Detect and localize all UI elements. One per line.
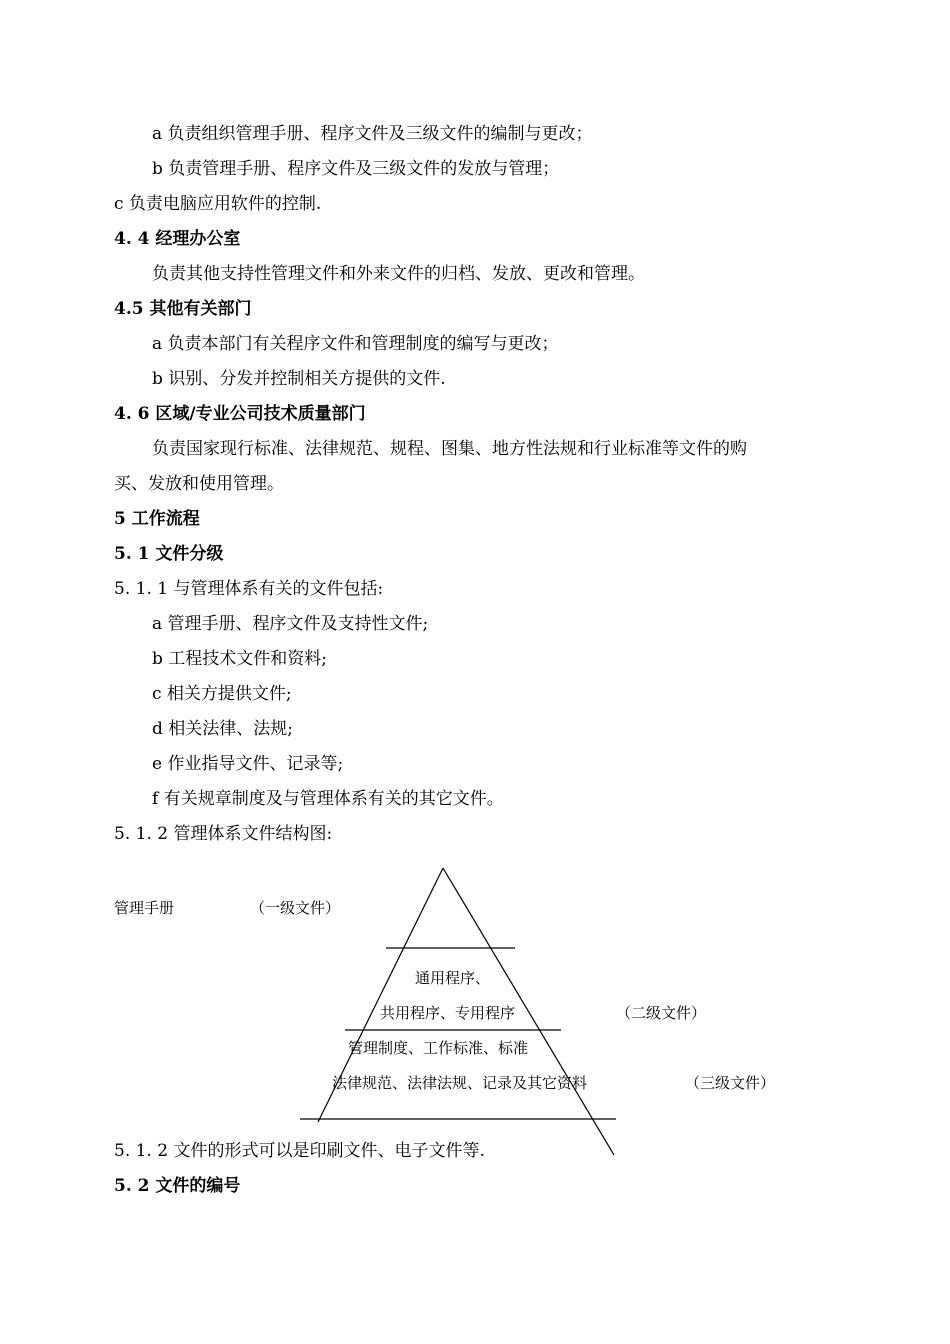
list-item: a 负责组织管理手册、程序文件及三级文件的编制与更改； — [152, 124, 593, 144]
paragraph: 5. 1. 2 文件的形式可以是印刷文件、电子文件等. — [114, 1141, 485, 1161]
level3-label-line2: 法律规范、法律法规、记录及其它资料 — [332, 1074, 588, 1092]
section-heading-4-4: 4. 4 经理办公室 — [114, 229, 241, 249]
level3-tag: （三级文件） — [685, 1074, 776, 1092]
section-heading-5: 5 工作流程 — [114, 509, 200, 529]
level2-label-line2: 共用程序、专用程序 — [380, 1004, 516, 1022]
list-item: b 识别、分发并控制相关方提供的文件. — [152, 369, 446, 389]
level2-tag: （二级文件） — [616, 1004, 707, 1022]
list-item: b 负责管理手册、程序文件及三级文件的发放与管理； — [152, 159, 560, 179]
list-item: d 相关法律、法规; — [152, 719, 294, 739]
level1-label: 管理手册 — [114, 899, 175, 917]
section-heading-5-2: 5. 2 文件的编号 — [114, 1176, 241, 1196]
paragraph: 负责国家现行标准、法律规范、规程、图集、地方性法规和行业标准等文件的购 — [152, 439, 747, 459]
document-structure-diagram — [0, 860, 950, 1170]
section-heading-4-5: 4.5 其他有关部门 — [114, 299, 252, 319]
list-item: c 负责电脑应用软件的控制. — [114, 194, 322, 214]
section-heading-4-6: 4. 6 区域/专业公司技术质量部门 — [114, 404, 366, 424]
level2-label-line1: 通用程序、 — [415, 969, 491, 987]
list-item: a 管理手册、程序文件及支持性文件; — [152, 614, 429, 634]
level3-label-line1: 管理制度、工作标准、标准 — [348, 1039, 529, 1057]
section-heading-5-1: 5. 1 文件分级 — [114, 544, 224, 564]
list-item: a 负责本部门有关程序文件和管理制度的编写与更改； — [152, 334, 559, 354]
list-item: b 工程技术文件和资料; — [152, 649, 328, 669]
paragraph: 负责其他支持性管理文件和外来文件的归档、发放、更改和管理。 — [152, 264, 645, 284]
section-heading-5-1-2: 5. 1. 2 管理体系文件结构图: — [114, 824, 333, 844]
list-item: e 作业指导文件、记录等; — [152, 754, 344, 774]
list-item: f 有关规章制度及与管理体系有关的其它文件。 — [152, 789, 504, 809]
paragraph: 买、发放和使用管理。 — [114, 474, 284, 494]
level1-tag: （一级文件） — [250, 899, 341, 917]
section-heading-5-1-1: 5. 1. 1 与管理体系有关的文件包括: — [114, 579, 384, 599]
list-item: c 相关方提供文件; — [152, 684, 292, 704]
